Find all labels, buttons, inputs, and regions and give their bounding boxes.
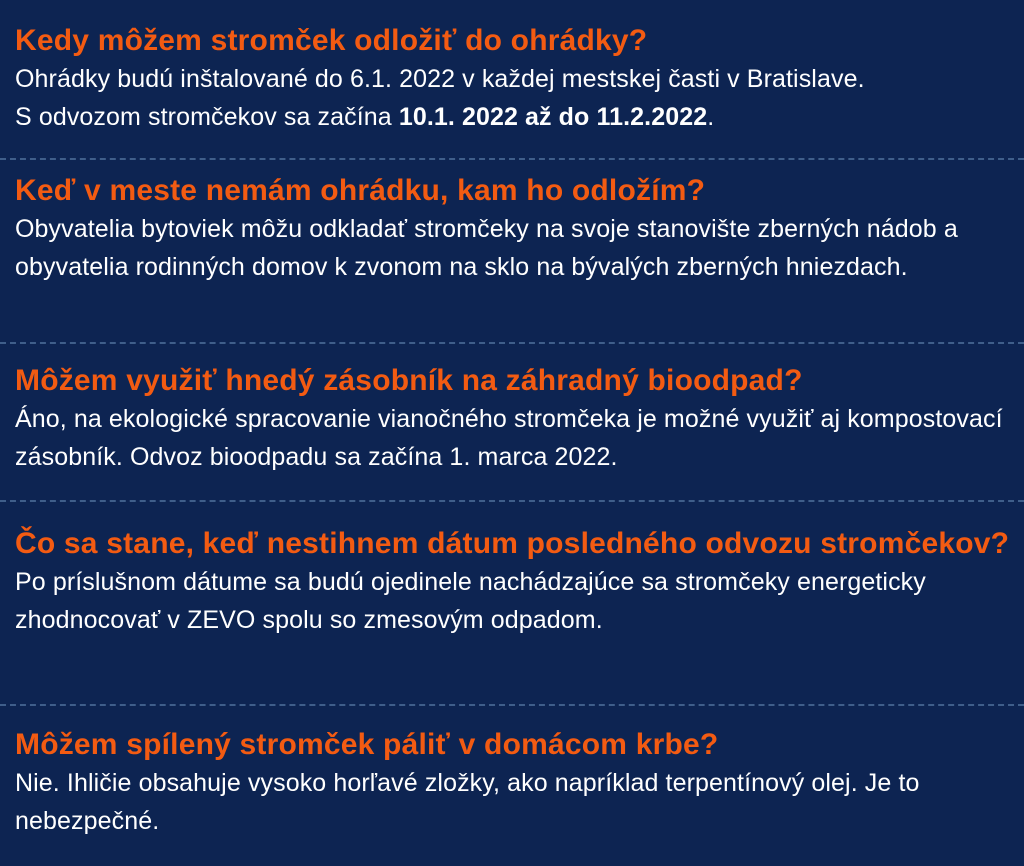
faq-question: Môžem využiť hnedý zásobník na záhradný bioodpad? bbox=[15, 364, 803, 397]
faq-answer-date-range: 10.1. 2022 až do 11.2.2022 bbox=[398, 103, 708, 131]
faq-item bbox=[15, 726, 1012, 840]
dashed-divider bbox=[0, 342, 1024, 344]
faq-answer: Nie. Ihličie obsahuje vysoko horľavé zložky, ako napríklad terpentínový olej. Je to nebezpečné. bbox=[15, 769, 920, 835]
faq-answer: Áno, na ekologické spracovanie vianočného stromčeka je možné využiť aj kompostovací zásobník. Odvoz bioodpadu sa začína 1. marca 2022. bbox=[15, 405, 1003, 471]
faq-answer: Obyvatelia bytoviek môžu odkladať stromčeky na svoje stanovište zberných nádob a obyvatelia rodinných domov k zvonom na sklo na bývalých zberných hniezdach. bbox=[15, 215, 958, 281]
dashed-divider bbox=[0, 158, 1024, 160]
faq-question: Čo sa stane, keď nestihnem dátum posledného odvozu stromčekov? bbox=[15, 527, 1010, 560]
faq-question: Keď v meste nemám ohrádku, kam ho odložím? bbox=[15, 174, 706, 207]
dashed-divider bbox=[0, 500, 1024, 502]
faq-answer-text: S odvozom stromčekov sa začína bbox=[15, 103, 399, 131]
faq-item bbox=[15, 525, 1012, 639]
faq-item bbox=[15, 362, 1012, 476]
faq-item bbox=[15, 22, 1012, 136]
faq-question: Kedy môžem stromček odložiť do ohrádky? bbox=[15, 24, 648, 57]
faq-answer bbox=[15, 60, 1012, 136]
faq-item bbox=[15, 172, 1012, 286]
faq-answer: Po príslušnom dátume sa budú ojedinele nachádzajúce sa stromčeky energeticky zhodnocovať v ZEVO spolu so zmesovým odpadom. bbox=[15, 568, 926, 634]
faq-answer-line: Ohrádky budú inštalované do 6.1. 2022 v každej mestskej časti v Bratislave. bbox=[15, 65, 865, 93]
faq-answer-text: . bbox=[707, 103, 715, 131]
dashed-divider bbox=[0, 704, 1024, 706]
faq-question: Môžem spílený stromček páliť v domácom krbe? bbox=[15, 728, 719, 761]
